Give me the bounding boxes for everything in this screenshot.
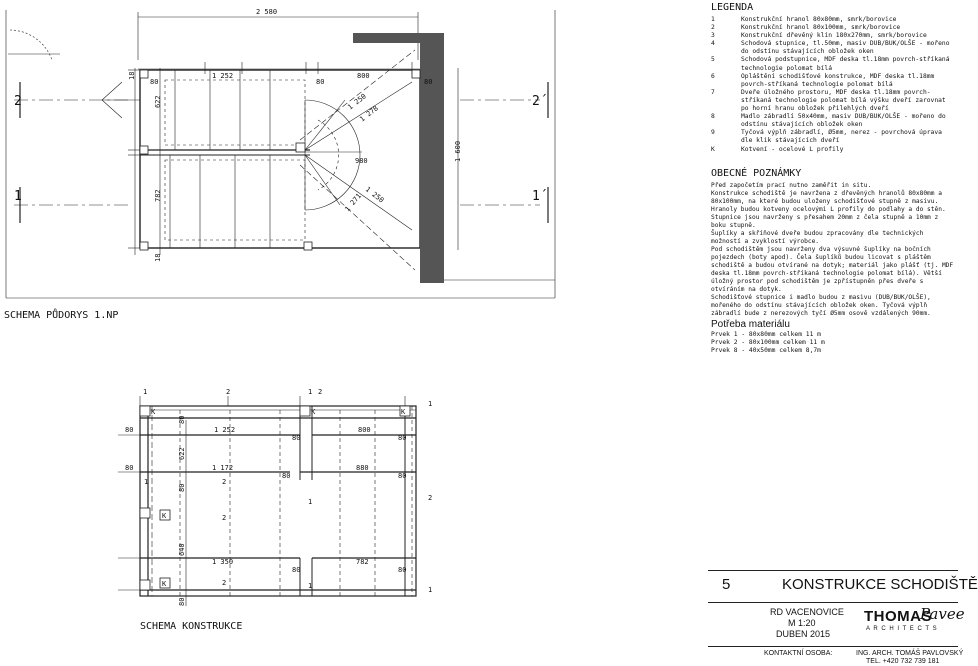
cons-k-4: K bbox=[162, 512, 167, 520]
cons-dim-80-e: 80 bbox=[282, 472, 291, 480]
legend-item bbox=[711, 16, 956, 24]
construction-drawing bbox=[0, 380, 700, 666]
plan-dim-top: 2 580 bbox=[256, 8, 278, 16]
notes-paragraph: Před započetím prací nutno zaměřit in situ. bbox=[711, 182, 872, 189]
wall bbox=[420, 33, 444, 283]
cons-dim-80-v2: 80 bbox=[178, 483, 186, 492]
cons-label-1a: 1 bbox=[143, 388, 148, 396]
legend-item bbox=[711, 40, 956, 56]
materials-item: Prvek 8 - 40x50mm celkem 8,7m bbox=[711, 347, 821, 354]
brand-main: THOMAS bbox=[864, 608, 932, 625]
cons-dim-880: 880 bbox=[356, 464, 369, 472]
cons-dim-1252: 1 252 bbox=[214, 426, 236, 434]
materials-title: Potřeba materiálu bbox=[711, 319, 790, 330]
plan-dim-80-c: 80 bbox=[150, 78, 159, 86]
legend-item bbox=[711, 129, 956, 145]
plan-dim-1271: 1 271 bbox=[343, 191, 364, 214]
cons-k-1: K bbox=[151, 408, 156, 416]
legend-item-no: 5 bbox=[711, 56, 715, 64]
legend-item-no: K bbox=[711, 145, 715, 153]
plan-title: SCHEMA PŮDORYS 1.NP bbox=[4, 310, 119, 321]
cons-dim-80-d: 80 bbox=[398, 434, 407, 442]
notes-title: OBECNÉ POZNÁMKY bbox=[711, 168, 802, 179]
legend-item-text: Opláštění schodišťové konstrukce, MDF deska tl.18mm povrch-stříkaná technologie polomat bílá bbox=[741, 72, 935, 88]
cons-label-2b: 2 bbox=[318, 388, 323, 396]
legend bbox=[711, 2, 956, 154]
plan-dim-1278: 1 278 bbox=[358, 104, 380, 124]
legend-item-no: 7 bbox=[711, 88, 715, 96]
cons-dim-80-v1: 80 bbox=[178, 415, 186, 424]
legend-item-no: 1 bbox=[711, 16, 715, 23]
floor-plan-drawing bbox=[0, 0, 700, 330]
cons-label-2f: 2 bbox=[222, 579, 227, 587]
plan-dim-1252: 1 252 bbox=[212, 72, 234, 80]
notes-paragraph: Pod schodištěm jsou navrženy dva výsuvné šuplíky na bočních pojezdech (boty apod). Čela šuplíků budou licovat s pláštěm schodiště a budou otvírané na dotyk; materiál jako plášť (tj. MDF deska tl.18mm povrch-stříkaná technologie polomat bílá). Větší úložný prostor pod schodištěm je zpřístupněn přes dveře s otvíráním na dotyk. bbox=[711, 246, 954, 293]
legend-item-text: Schodová stupnice, tl.50mm, masiv DUB/BUK/OLŠE - mořeno do odstínu stávajících obložek oken bbox=[741, 40, 950, 56]
cons-label-1d: 1 bbox=[144, 478, 149, 486]
notes-paragraph: Schodišťové stupnice i madlo budou z masivu (DUB/BUK/OLŠE), mořeného do odstínu stávajících obložek oken. Tyčová výplň zábradlí bude z nerezových tyčí Ø5mm osově vzdálených 90mm. bbox=[711, 294, 931, 317]
plan-dim-980: 980 bbox=[355, 157, 368, 165]
brand-sub: A R C H I T E C T S bbox=[866, 626, 938, 632]
cons-label-2a: 2 bbox=[226, 388, 231, 396]
materials-item: Prvek 2 - 80x100mm celkem 11 m bbox=[711, 339, 825, 346]
plan-dim-800: 800 bbox=[357, 72, 370, 80]
legend-item bbox=[711, 89, 956, 113]
legend-item-text: Schodová podstupnice, MDF deska tl.18mm povrch-stříkaná technologie polomat bílá bbox=[741, 56, 950, 72]
cons-label-2c: 2 bbox=[222, 478, 227, 486]
cons-dim-800: 800 bbox=[358, 426, 371, 434]
general-notes bbox=[711, 168, 956, 318]
legend-title: LEGENDA bbox=[711, 2, 754, 13]
cons-k-2: K bbox=[311, 408, 316, 416]
cons-dim-80-a: 80 bbox=[125, 426, 134, 434]
plan-dim-622: 622 bbox=[154, 95, 162, 108]
section-mark-1: 1 bbox=[14, 189, 22, 204]
section-mark-2: 2 bbox=[14, 94, 22, 109]
cons-dim-80-g: 80 bbox=[292, 566, 301, 574]
legend-item-text: Konstrukční dřevěný klín 180x270mm, smrk/borovice bbox=[741, 32, 927, 40]
plan-dim-80-b: 80 bbox=[424, 78, 433, 86]
plan-dim-18: 18 bbox=[128, 71, 136, 80]
legend-item-no: 2 bbox=[711, 24, 715, 32]
brand-script: Pavee bbox=[920, 605, 965, 623]
section-mark-1p: 1´ bbox=[532, 189, 548, 204]
cons-k-5: K bbox=[162, 580, 167, 588]
legend-item-text: Tyčová výplň zábradlí, Ø5mm, nerez - povrchová úprava dle klik stávajících dveří bbox=[741, 129, 942, 145]
legend-item-text: Madlo zábradlí 50x40mm, masiv DUB/BUK/OLŠE - mořeno do odstínu stávajících obložek oken bbox=[741, 113, 946, 129]
plan-dim-782: 782 bbox=[154, 189, 162, 202]
contact-label: KONTAKTNÍ OSOBA: bbox=[764, 650, 833, 657]
cons-label-2d: 2 bbox=[428, 494, 433, 502]
cons-label-1f: 1 bbox=[308, 582, 313, 590]
notes-paragraph: Konstrukce schodiště je navržena z dřevěných hranolů 80x80mm a 80x100mm, na které budou uloženy schodišťové stupně z masivu. Hranoly budou kotveny ocelovými L profily do podlahy a do stěn. Stupnice jsou navrženy s přesahem 20mm z čela stupně a 10mm z boku stupně. bbox=[711, 190, 946, 229]
legend-item-no: 6 bbox=[711, 72, 715, 80]
sheet-number: 5 bbox=[722, 576, 731, 593]
cons-dim-782: 782 bbox=[356, 558, 369, 566]
cons-dim-80-c: 80 bbox=[292, 434, 301, 442]
legend-item bbox=[711, 24, 956, 32]
legend-item bbox=[711, 73, 956, 89]
cons-dim-80-h: 80 bbox=[398, 566, 407, 574]
cons-label-2e: 2 bbox=[222, 514, 227, 522]
legend-item-text: Konstrukční hranol 80x80mm, smrk/borovice bbox=[741, 16, 897, 23]
date: DUBEN 2015 bbox=[776, 629, 831, 639]
cons-label-1g: 1 bbox=[428, 586, 433, 594]
section-mark-2p: 2´ bbox=[532, 94, 548, 109]
plan-dim-1600: 1 600 bbox=[454, 140, 462, 162]
materials bbox=[711, 318, 956, 355]
cons-label-1e: 1 bbox=[308, 498, 313, 506]
cons-label-1b: 1 bbox=[308, 388, 313, 396]
brand-logo bbox=[864, 605, 965, 638]
contact-tel: TEL. +420 732 739 181 bbox=[866, 658, 940, 665]
title-block bbox=[708, 570, 978, 665]
cons-dim-80-f: 80 bbox=[398, 472, 407, 480]
legend-item bbox=[711, 146, 956, 154]
legend-item-text: Konstrukční hranol 80x100mm, smrk/borovice bbox=[741, 24, 901, 32]
cons-dim-1172: 1 172 bbox=[212, 464, 234, 472]
legend-item bbox=[711, 56, 956, 72]
cons-dim-1350: 1 350 bbox=[212, 558, 234, 566]
scale: M 1:20 bbox=[788, 618, 816, 628]
legend-item-text: Dveře úložného prostoru, MDF deska tl.18mm povrch-stříkaná technologie polomat bílá výšku dveří zarovnat po horní hranu obložek přilehlých dveří bbox=[741, 88, 946, 113]
plan-dim-18b: 18 bbox=[154, 253, 162, 262]
legend-item-no: 3 bbox=[711, 32, 715, 40]
cons-dim-80-b: 80 bbox=[125, 464, 134, 472]
plan-dim-80-a: 80 bbox=[316, 78, 325, 86]
cons-dim-80-v3: 80 bbox=[178, 597, 186, 606]
legend-item-no: 8 bbox=[711, 113, 715, 121]
plan-dim-1250: 1 250 bbox=[346, 92, 368, 112]
cons-k-3: K bbox=[401, 408, 406, 416]
cons-label-1c: 1 bbox=[428, 400, 433, 408]
legend-item-no: 4 bbox=[711, 40, 715, 48]
legend-item-no: 9 bbox=[711, 129, 715, 137]
construction-title: SCHEMA KONSTRUKCE bbox=[140, 621, 243, 632]
materials-item: Prvek 1 - 80x80mm celkem 11 m bbox=[711, 331, 821, 338]
project-name: RD VACENOVICE bbox=[770, 607, 844, 617]
wall-top bbox=[353, 33, 444, 43]
cons-dim-622: 622 bbox=[178, 447, 186, 460]
notes-paragraph: Šuplíky a skříňové dveře budou zpracovány dle technických možností a zvyklostí výrobce. bbox=[711, 230, 924, 245]
plan-dim-1250b: 1 250 bbox=[363, 185, 386, 205]
legend-item bbox=[711, 113, 956, 129]
contact-name: ING. ARCH. TOMÁŠ PAVLOVSKÝ bbox=[856, 650, 964, 657]
cons-dim-640: 640 bbox=[178, 543, 186, 556]
legend-item-text: Kotvení - ocelové L profily bbox=[741, 145, 844, 153]
sheet-title: KONSTRUKCE SCHODIŠTĚ bbox=[782, 576, 978, 593]
